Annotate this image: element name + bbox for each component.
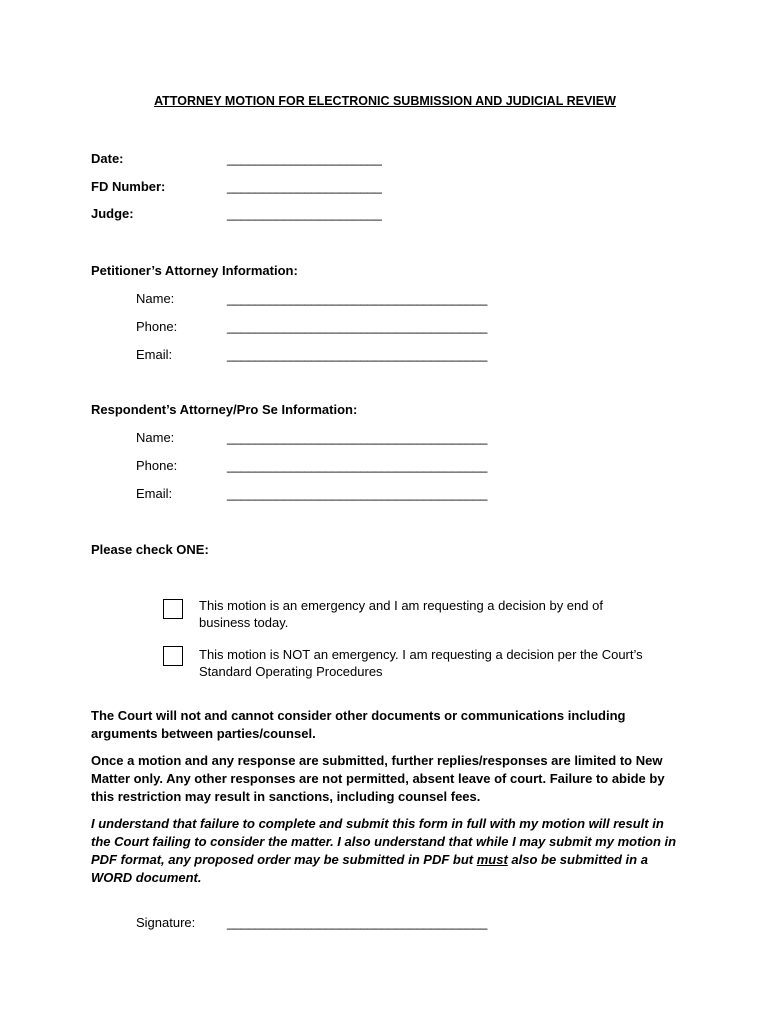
petitioner-name-field[interactable]: _____________________________________ bbox=[227, 291, 488, 306]
date-label: Date: bbox=[91, 151, 124, 166]
respondent-name-field[interactable]: _____________________________________ bbox=[227, 430, 488, 445]
respondent-phone-label: Phone: bbox=[136, 458, 178, 473]
fd-number-label: FD Number: bbox=[91, 179, 166, 194]
court-notice-paragraph: The Court will not and cannot consider other documents or communications including arguments between parties/counsel. bbox=[91, 708, 626, 741]
petitioner-email-field[interactable]: _____________________________________ bbox=[227, 347, 488, 362]
respondent-heading: Respondent’s Attorney/Pro Se Information: bbox=[91, 402, 358, 417]
petitioner-name-label: Name: bbox=[136, 291, 175, 306]
signature-field[interactable]: _____________________________________ bbox=[227, 915, 488, 930]
must-emphasis: must bbox=[476, 852, 508, 867]
acknowledgement-paragraph bbox=[91, 815, 681, 887]
acknowledgement-text-part2: also be submitted in a WORD document. bbox=[91, 852, 648, 885]
petitioner-heading: Petitioner’s Attorney Information: bbox=[91, 263, 298, 278]
respondent-phone-field[interactable]: _____________________________________ bbox=[227, 458, 488, 473]
response-limit-paragraph: Once a motion and any response are submitted, further replies/responses are limited to New Matter only. Any other responses are not permitted, absent leave of court. Failure to abide by this restriction may result in sanctions, including counsel fees. bbox=[91, 753, 665, 804]
emergency-option-text: This motion is an emergency and I am requesting a decision by end of business today. bbox=[199, 598, 603, 630]
respondent-email-field[interactable]: _____________________________________ bbox=[227, 486, 488, 501]
non-emergency-option-text: This motion is NOT an emergency. I am requesting a decision per the Court’s Standard Operating Procedures bbox=[199, 647, 643, 679]
judge-field[interactable]: ______________________ bbox=[227, 206, 382, 221]
petitioner-email-label: Email: bbox=[136, 347, 173, 362]
respondent-name-label: Name: bbox=[136, 430, 175, 445]
check-one-heading: Please check ONE: bbox=[91, 542, 209, 557]
judge-label: Judge: bbox=[91, 206, 134, 221]
petitioner-phone-label: Phone: bbox=[136, 319, 178, 334]
non-emergency-checkbox[interactable] bbox=[163, 646, 183, 666]
signature-label: Signature: bbox=[136, 915, 196, 930]
form-title: ATTORNEY MOTION FOR ELECTRONIC SUBMISSION AND JUDICIAL REVIEW bbox=[154, 94, 616, 108]
emergency-checkbox[interactable] bbox=[163, 599, 183, 619]
fd-number-field[interactable]: ______________________ bbox=[227, 179, 382, 194]
date-field[interactable]: ______________________ bbox=[227, 151, 382, 166]
petitioner-phone-field[interactable]: _____________________________________ bbox=[227, 319, 488, 334]
acknowledgement-text-part1: I understand that failure to complete and submit this form in full with my motion will result in the Court failing to consider the matter. I also understand that while I may submit my motion in PDF format, any proposed order may be submitted in PDF but bbox=[91, 816, 677, 867]
respondent-email-label: Email: bbox=[136, 486, 173, 501]
